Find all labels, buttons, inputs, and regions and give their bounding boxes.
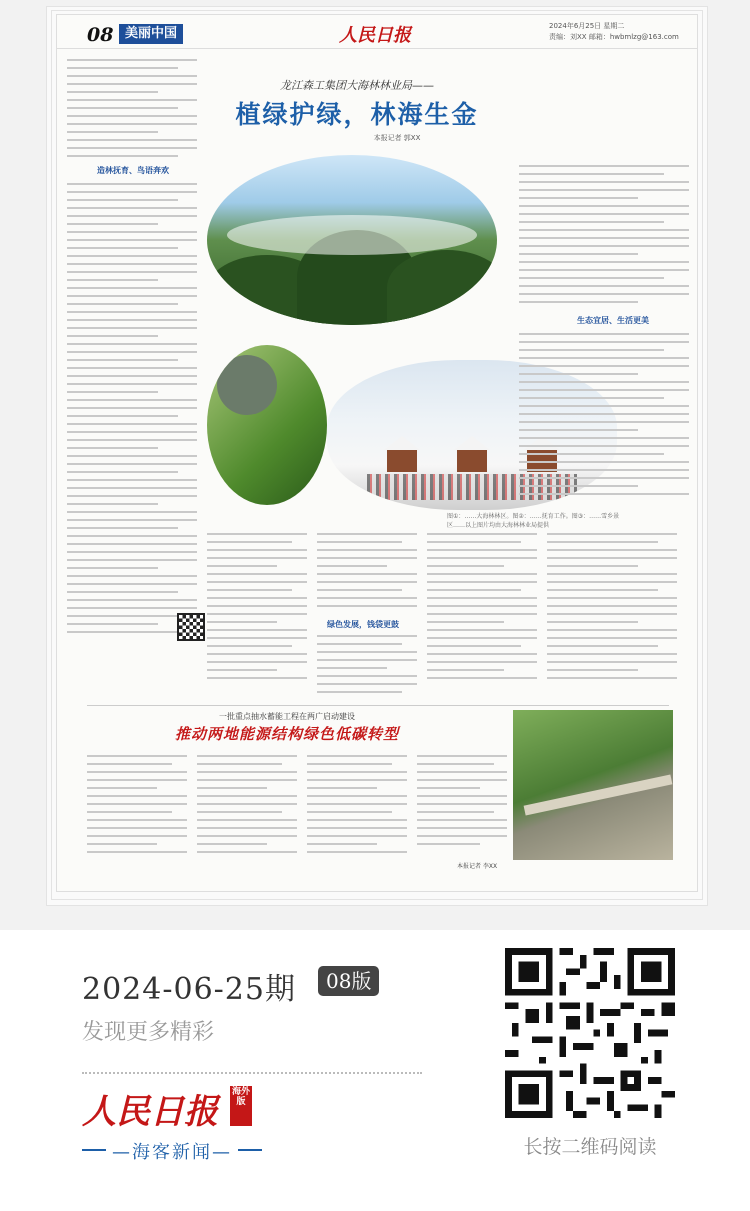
newspaper-page[interactable] xyxy=(56,14,698,892)
second-article-col-3 xyxy=(307,755,407,859)
body-column-2b xyxy=(317,635,417,699)
seedling-photo xyxy=(207,345,327,505)
subhead-2: 生态宜居、生活更美 xyxy=(577,316,649,325)
issue-date: 2024-06-25期 xyxy=(82,972,296,1007)
body-column-1 xyxy=(207,533,307,685)
body-column-4 xyxy=(547,533,677,685)
small-qr-code xyxy=(177,613,205,641)
photo-caption: 图①：……大海林林区。图②：……抚育工作。图③：……雪乡景区……以上图片均由大海林林业局提供 xyxy=(447,513,620,529)
article-kicker: 龙江森工集团大海林林业局—— xyxy=(280,79,434,92)
page-header xyxy=(57,15,698,49)
app-name: —海客新闻— xyxy=(112,1142,232,1163)
second-article-col-1 xyxy=(87,755,187,859)
edition-badge: 08版 xyxy=(318,966,379,996)
subhead-1: 造林抚育、鸟语奔欢 xyxy=(97,166,169,175)
forest-photo xyxy=(207,155,497,325)
date-line: 2024年6月25日 星期二 xyxy=(549,22,625,30)
page-meta xyxy=(549,21,689,43)
body-column-2 xyxy=(317,533,417,613)
pumped-storage-photo xyxy=(513,710,673,860)
body-column-3 xyxy=(427,533,537,685)
second-article-headline: 推动两地能源结构绿色低碳转型 xyxy=(174,725,399,743)
editor-line: 责编：刘XX 邮箱：hwbmlzg@163.com xyxy=(549,33,679,41)
discover-more-text: 发现更多精彩 xyxy=(82,1020,215,1045)
second-article-col-4 xyxy=(417,755,507,851)
article-byline: 本报记者 郭XX xyxy=(373,134,421,142)
left-column-text xyxy=(67,59,197,163)
left-column-text-2 xyxy=(67,183,197,639)
masthead-logo: 人民日报 xyxy=(339,25,411,46)
second-article-reporter: 本报记者 李XX xyxy=(457,863,498,870)
peoples-daily-logo: 人民日报 xyxy=(82,1092,218,1132)
second-article-kicker: 一批重点抽水蓄能工程在两广启动建设 xyxy=(219,712,355,721)
overseas-edition-badge: 海外版 xyxy=(230,1086,252,1126)
qr-code[interactable] xyxy=(505,948,675,1118)
article-headline: 植绿护绿，林海生金 xyxy=(235,100,479,129)
article-divider xyxy=(87,705,669,706)
right-column-text-2 xyxy=(519,333,689,501)
app-name-rule-right xyxy=(238,1149,262,1151)
qr-hint-text: 长按二维码阅读 xyxy=(523,1136,657,1158)
section-label: 美丽中国 xyxy=(119,24,183,44)
subhead-3: 绿色发展，钱袋更鼓 xyxy=(327,620,399,629)
right-column-text xyxy=(519,165,689,309)
page-number: 08 xyxy=(87,24,114,46)
second-article-col-2 xyxy=(197,755,297,859)
dotted-divider xyxy=(82,1072,422,1074)
